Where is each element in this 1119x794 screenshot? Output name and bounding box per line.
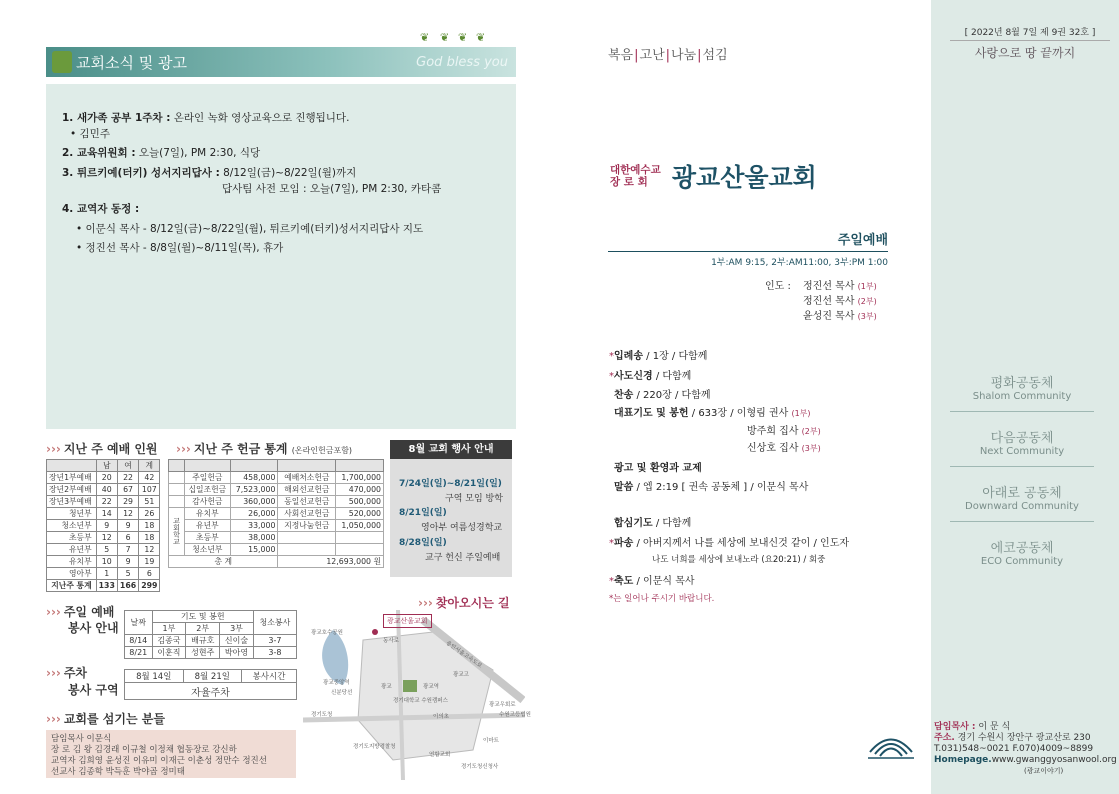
servers-line: 교역자 김희영 윤성진 이유미 이재근 이춘성 정만수 정진선 — [51, 756, 267, 766]
offering-table — [168, 459, 384, 568]
attendance-row: 장년2부예배 40 67 107 — [47, 484, 160, 496]
service-title: ››› 주일 예배 봉사 안내 — [46, 605, 119, 635]
order-item: 방주희 집사 (2부) — [747, 426, 821, 437]
church-name: 광교산울교회 — [671, 163, 817, 192]
motto: 사랑으로 땅 끝까지 — [974, 46, 1076, 60]
notice-item: • 김민주 — [70, 128, 110, 140]
church-logo: 대한예수교 장 로 회 광교산울교회 — [610, 158, 817, 194]
august-events-title: 8월 교회 행사 안내 — [390, 440, 512, 459]
tagline: 복음|고난|나눔|섬김 — [608, 48, 728, 63]
notice-item: 4. 교역자 동정 : — [62, 203, 140, 215]
order-item: 대표기도 및 봉헌 / 633장 / 이형림 권사 (1부) — [614, 408, 811, 419]
leader-label: 인도 : — [765, 281, 791, 292]
order-item: 합심기도 / 다함께 — [614, 518, 692, 529]
august-events-panel — [390, 459, 512, 577]
offering-row: 유년부 33,000 지정나눔헌금 1,050,000 — [169, 519, 384, 531]
directions-map[interactable]: 광교산울교회 광교호수공원 동사로 광교중앙역 신분당선 경기도청 광교 경기대학교 수원캠퍼스 경기도지방경찰청 광교역 용인서울고속도로 광교우회로 수원고등법원 이의초 광교고 이마트 연합교회 경기도청신청사 — [303, 610, 525, 780]
notice-item: 3. 튀르키예(터키) 성서지리답사 : 8/12일(금)~8/22일(월)까지 — [62, 167, 357, 179]
leader-3: 윤성진 목사 (3부) — [803, 311, 877, 322]
event-desc: 구역 모임 방학 — [445, 494, 503, 504]
sprout-icon: ❦ — [420, 31, 430, 44]
notice-item: • 정진선 목사 - 8/8일(월)~8/11일(목), 휴가 — [76, 242, 284, 254]
notice-item: 2. 교육위원회 : 오늘(7일), PM 2:30, 식당 — [62, 147, 261, 159]
notices-header — [46, 47, 516, 77]
order-item: *축도 / 이문식 목사 — [609, 576, 695, 587]
service-row: 8/21 이훈직 성현주 박아영 3-8 — [125, 647, 297, 659]
event-date: 8/21일(일) — [399, 508, 447, 518]
slogan: God bless you — [416, 55, 508, 70]
attendance-title: ››› 지난 주 예배 인원 — [46, 442, 158, 456]
offering-group: 교회학교 — [169, 507, 185, 555]
notice-item: 1. 새가족 공부 1주차 : 온라인 녹화 영상교육으로 진행됩니다. — [62, 112, 350, 124]
order-item: 나도 너희를 세상에 보내노라 (요20:21) / 회중 — [652, 555, 826, 565]
servers-line: 담임목사 이문식 — [51, 734, 112, 744]
parking-table: 8월 14일 8월 21일 봉사시간 자율주차 — [124, 669, 297, 700]
offering-row: 청소년부 15,000 — [169, 543, 384, 555]
order-item: 신상호 집사 (3부) — [747, 443, 821, 454]
community-downward: 아래로 공동체 Downward Community — [965, 486, 1079, 512]
side-panel — [931, 0, 1119, 794]
notice-item: 답사팀 사전 모임 : 오늘(7일), PM 2:30, 카타콤 — [222, 183, 442, 195]
event-desc: 교구 헌신 주일예배 — [425, 553, 501, 563]
order-item: 광고 및 환영과 교제 — [614, 463, 702, 474]
offering-total-label: 총 계 — [169, 555, 278, 567]
order-item: *는 일어나 주시기 바랍니다. — [609, 594, 715, 604]
divider — [950, 521, 1094, 522]
sprout-icon: ❦ — [440, 31, 450, 44]
notices-panel — [46, 84, 516, 429]
offering-row: 감사헌금 360,000 동일선교헌금 500,000 — [169, 495, 384, 507]
attendance-row: 초등부 12 6 18 — [47, 532, 160, 544]
service-row: 8/14 김종국 배규호 신이술 3-7 — [125, 635, 297, 647]
event-date: 8/28일(일) — [399, 538, 447, 548]
sprout-icon: ❦ — [458, 31, 468, 44]
servers-title: ››› 교회를 섬기는 분들 — [46, 712, 165, 726]
notice-item: • 이문식 목사 - 8/12일(금)~8/22일(월), 튀르키예(터키)성서지리답사 지도 — [76, 223, 424, 235]
map-title: ››› 찾아오시는 길 — [418, 596, 510, 610]
issue-info: [ 2022년 8월 7일 제 9권 32호 ] — [950, 25, 1110, 41]
attendance-row: 청년부 14 12 26 — [47, 508, 160, 520]
sprout-icon: ❦ — [476, 31, 486, 44]
contact-info: 담임목사 : 이 문 식 주소. 경기 수원시 장안구 광교산로 230 T.031)548~0021 F.070)4009~8899 Homepage.www.gwanggyosanwool.org (광교이야기) — [934, 722, 1117, 775]
map-church-label: 광교산울교회 — [383, 614, 432, 628]
parking-title: ››› 주차 봉사 구역 — [46, 666, 119, 697]
offering-row: 초등부 38,000 — [169, 531, 384, 543]
homepage-link[interactable]: www.gwanggyosanwool.org — [991, 755, 1117, 765]
notices-title: 교회소식 및 광고 — [76, 54, 187, 72]
servers-panel — [46, 730, 296, 778]
attendance-row: 영아부 1 5 6 — [47, 568, 160, 580]
offering-row: 십일조헌금 7,523,000 해외선교헌금 470,000 — [169, 483, 384, 495]
offering-row: 교회학교 유치부 26,000 사회선교헌금 520,000 — [169, 507, 384, 519]
attendance-row: 청소년부 9 9 18 — [47, 520, 160, 532]
community-eco: 에코공동체 ECO Community — [980, 541, 1064, 567]
offering-row: 주일헌금 458,000 예배처소헌금 1,700,000 — [169, 471, 384, 483]
worship-title: 주일예배 — [608, 229, 888, 252]
attendance-row: 지난주 통계 133 166 299 — [47, 580, 160, 592]
community-next: 다음공동체 Next Community — [979, 431, 1065, 457]
event-date: 7/24일(일)~8/21일(일) — [399, 479, 502, 489]
order-item: *사도신경 / 다함께 — [609, 371, 692, 382]
attendance-row: 유년부 5 7 12 — [47, 544, 160, 556]
order-item: 찬송 / 220장 / 다함께 — [614, 390, 711, 401]
leader-1: 정진선 목사 (1부) — [803, 281, 877, 292]
worship-header — [608, 229, 888, 268]
order-item: *입례송 / 1장 / 다함께 — [609, 351, 708, 362]
servers-line: 장 로 김 왕 김경래 이규철 이정채 협동장로 강신하 — [51, 745, 237, 755]
order-item: 말씀 / 엡 2:19 [ 권속 공동체 ] / 이문식 목사 — [614, 482, 809, 493]
leader-2: 정진선 목사 (2부) — [803, 296, 877, 307]
worship-times: 1부:AM 9:15, 2부:AM11:00, 3부:PM 1:00 — [711, 258, 888, 268]
event-desc: 영아부 여름성경학교 — [421, 523, 503, 533]
divider — [950, 411, 1094, 412]
community-shalom: 평화공동체 Shalom Community — [972, 376, 1072, 402]
attendance-row: 장년1부예배 20 22 42 — [47, 472, 160, 484]
servers-line: 선교사 김종학 박득훈 박야곱 정미태 — [51, 767, 185, 777]
divider — [950, 466, 1094, 467]
attendance-row: 장년3부예배 22 29 51 — [47, 496, 160, 508]
offering-total: 12,693,000 원 — [278, 555, 384, 567]
service-table: 날짜 기도 및 봉헌 청소봉사 1부 2부 3부 8/14 김종국 배규호 신이술 3-7 8/21 이훈직 성현주 박아영 3-8 — [124, 610, 297, 659]
order-item: *파송 / 아버지께서 나를 세상에 보내신것 같이 / 인도자 — [609, 538, 850, 549]
offering-title: ››› 지난 주 헌금 통계 (온라인헌금포함) — [176, 442, 353, 456]
plant-pot-icon — [52, 51, 72, 73]
attendance-row: 유치부 10 9 19 — [47, 556, 160, 568]
church-emblem-icon — [866, 722, 916, 762]
attendance-table: 남 여 계 장년1부예배 20 22 42 장년2부예배 40 67 107 장년3부예배 22 29 51 청년부 14 12 26 청소년부 9 9 18 초등부 12 6 18 유년부 5 7 12 유치부 10 9 19 영아부 1 5 6 지난주 통계 133 166 299 — [46, 459, 160, 592]
